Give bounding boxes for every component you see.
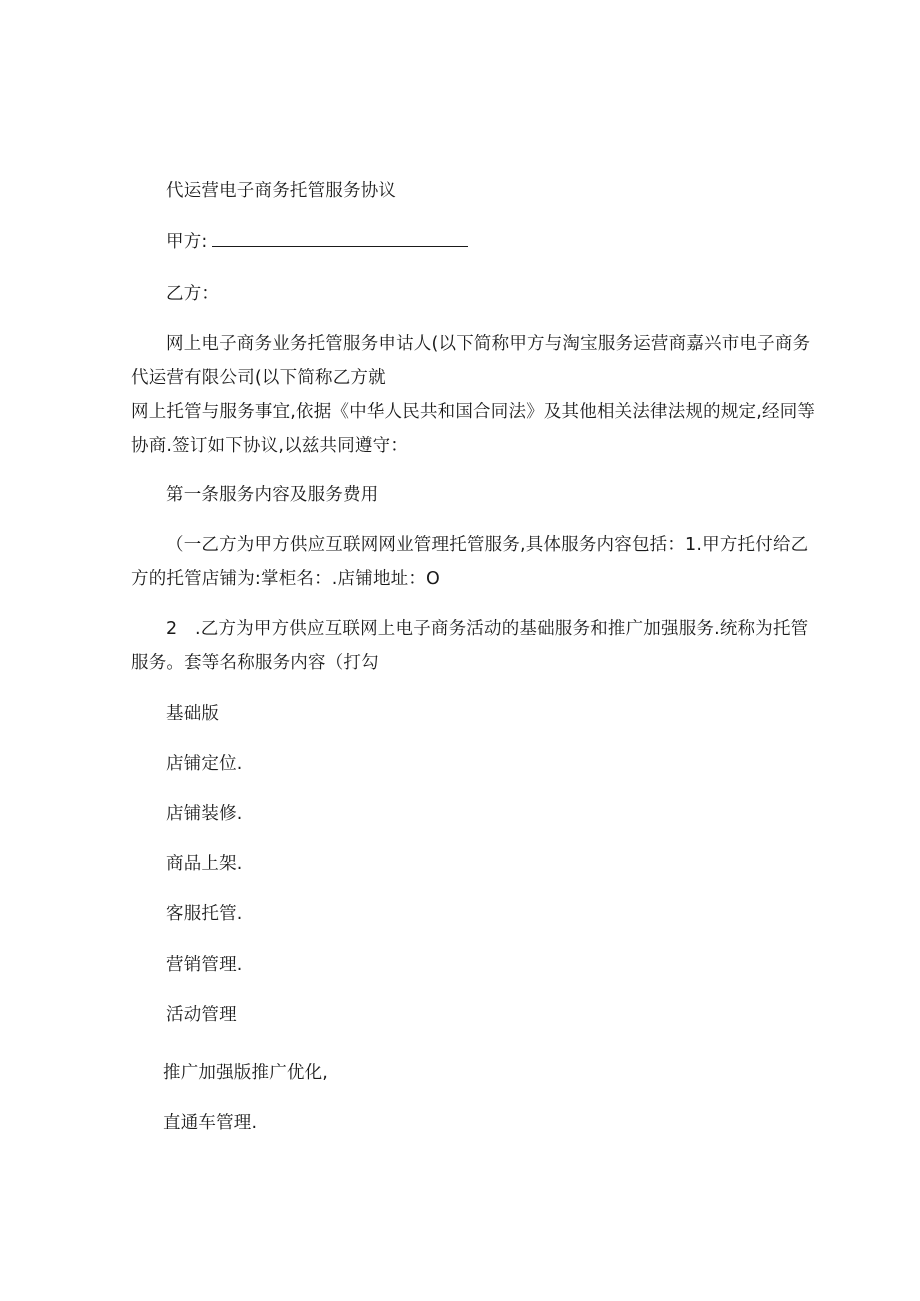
intro-line-1: 网上电子商务业务托管服务申诂人(以下简称甲方与淘宝服务运营商嘉兴市电子商务 xyxy=(166,334,811,354)
list-item: 商品上架. xyxy=(166,854,243,874)
clause-1-line-1: （一乙方为甲方供应互联网网业管理托管服务,具体服务内容包括：1.甲方托付给乙 xyxy=(166,535,809,555)
list-item: 店铺装修. xyxy=(166,804,243,824)
party-a-line xyxy=(166,230,468,253)
list-item: 活动管理 xyxy=(166,1005,237,1025)
party-a-label: 甲方: xyxy=(166,232,208,252)
article-1-heading: 第一条服务内容及服务费用 xyxy=(166,485,379,505)
intro-line-4: 协商.签订如下协议,以兹共同遵守： xyxy=(131,436,409,456)
intro-line-2: 代运营有限公司(以下简称乙方就 xyxy=(131,368,386,388)
party-b-label: 乙方： xyxy=(166,284,220,304)
basic-version-label: 基础版 xyxy=(166,704,220,724)
document-title: 代运营电子商务托管服务协议 xyxy=(166,181,397,201)
list-item: 客服托管. xyxy=(166,904,243,924)
clause-2-line-1: 2 .乙方为甲方供应互联网上电子商务活动的基础服务和推广加强服务.统称为托管 xyxy=(166,619,809,639)
party-a-blank xyxy=(212,230,468,247)
promo-version-line: 推广加强版推广优化, xyxy=(163,1063,329,1083)
clause-1-line-2: 方的托管店铺为:掌柜名：.店铺地址：O xyxy=(131,569,441,589)
intro-line-3: 网上托管与服务事宜,依据《中华人民共和国合同法》及其他相关法律法规的规定,经同等 xyxy=(131,402,816,422)
promo-item: 直通车管理. xyxy=(163,1113,258,1133)
clause-2-line-2: 服务。套等名称服务内容（打勾 xyxy=(131,653,379,673)
list-item: 营销管理. xyxy=(166,955,243,975)
list-item: 店铺定位. xyxy=(166,754,243,774)
